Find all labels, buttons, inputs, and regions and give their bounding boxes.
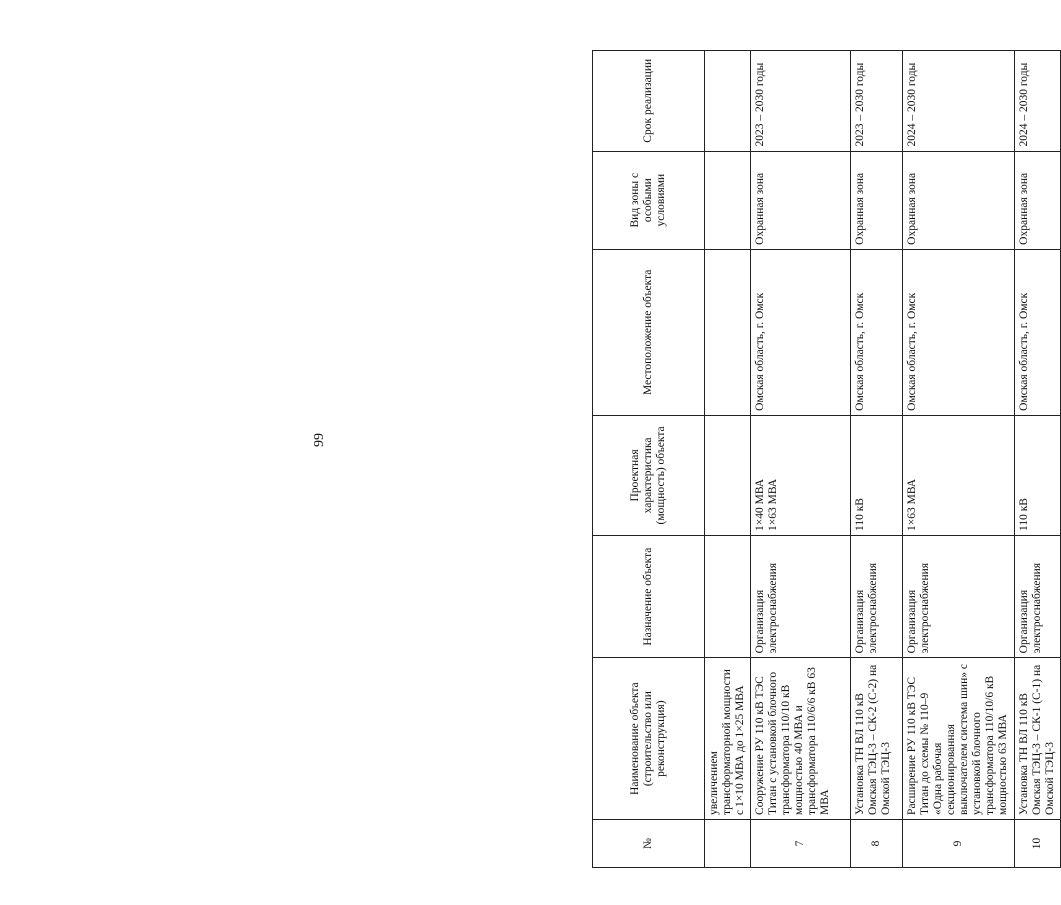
page-number: 99 [312,433,327,447]
cell-num: 7 [751,819,851,867]
header-characteristic: Проектная характеристика (мощность) объекта [593,415,705,535]
cell-characteristic: 1×63 МВА [903,415,1015,535]
rotated-table-wrapper [592,50,1056,868]
cell-term: 2023 – 2030 годы [751,51,851,152]
cell-characteristic: 1×40 МВА 1×63 МВА [751,415,851,535]
cell-characteristic: 110 кВ [851,415,903,535]
cell-zone: Охранная зона [851,151,903,249]
table-row [1015,51,1061,868]
cell-name: Установка ТН ВЛ 110 кВ Омская ТЭЦ-3 – СК-2 (С-2) на Омской ТЭЦ-3 [851,658,903,820]
cell-num: 9 [903,819,1015,867]
cell-purpose: Организация электроснабжения [751,535,851,657]
table-row [903,51,1015,868]
table-row [751,51,851,868]
cell-characteristic [705,415,751,535]
table-row [705,51,751,868]
header-num: № [593,819,705,867]
cell-zone: Охранная зона [1015,151,1061,249]
cell-location: Омская область, г. Омск [851,249,903,415]
cell-zone: Охранная зона [903,151,1015,249]
cell-num: 10 [1015,819,1061,867]
objects-table [592,50,1061,868]
cell-num: 8 [851,819,903,867]
header-name: Наименование объекта (строительство или реконструкция) [593,658,705,820]
cell-location: Омская область, г. Омск [903,249,1015,415]
cell-name: увеличением трансформаторной мощности с 1×10 МВА до 1×25 МВА [705,658,751,820]
table-header-row [593,51,705,868]
cell-zone: Охранная зона [751,151,851,249]
cell-term: 2023 – 2030 годы [851,51,903,152]
cell-purpose: Организация электроснабжения [903,535,1015,657]
cell-name: Сооружение РУ 110 кВ ТЭС Титан с установкой блочного трансформатора 110/10 кВ мощностью 40 МВА и трансформатора 110/6/6 кВ 63 МВА [751,658,851,820]
cell-location: Омская область, г. Омск [751,249,851,415]
table-row [851,51,903,868]
cell-name: Расширение РУ 110 кВ ТЭС Титан до схемы № 110–9 «Одна рабочая секционированная выключателем система шин» с установкой блочного трансформатора 110/10/6 кВ мощностью 63 МВА [903,658,1015,820]
cell-num [705,819,751,867]
cell-purpose: Организация электроснабжения [851,535,903,657]
cell-location [705,249,751,415]
cell-zone [705,151,751,249]
cell-characteristic: 110 кВ [1015,415,1061,535]
cell-purpose [705,535,751,657]
header-term: Срок реализации [593,51,705,152]
cell-purpose: Организация электроснабжения [1015,535,1061,657]
header-zone: Вид зоны с особыми условиями [593,151,705,249]
header-location: Местоположение объекта [593,249,705,415]
cell-name: Установка ТН ВЛ 110 кВ Омская ТЭЦ-3 – СК-1 (С-1) на Омской ТЭЦ-3 [1015,658,1061,820]
cell-term [705,51,751,152]
cell-term: 2024 – 2030 годы [1015,51,1061,152]
cell-term: 2024 – 2030 годы [903,51,1015,152]
cell-location: Омская область, г. Омск [1015,249,1061,415]
header-purpose: Назначение объекта [593,535,705,657]
